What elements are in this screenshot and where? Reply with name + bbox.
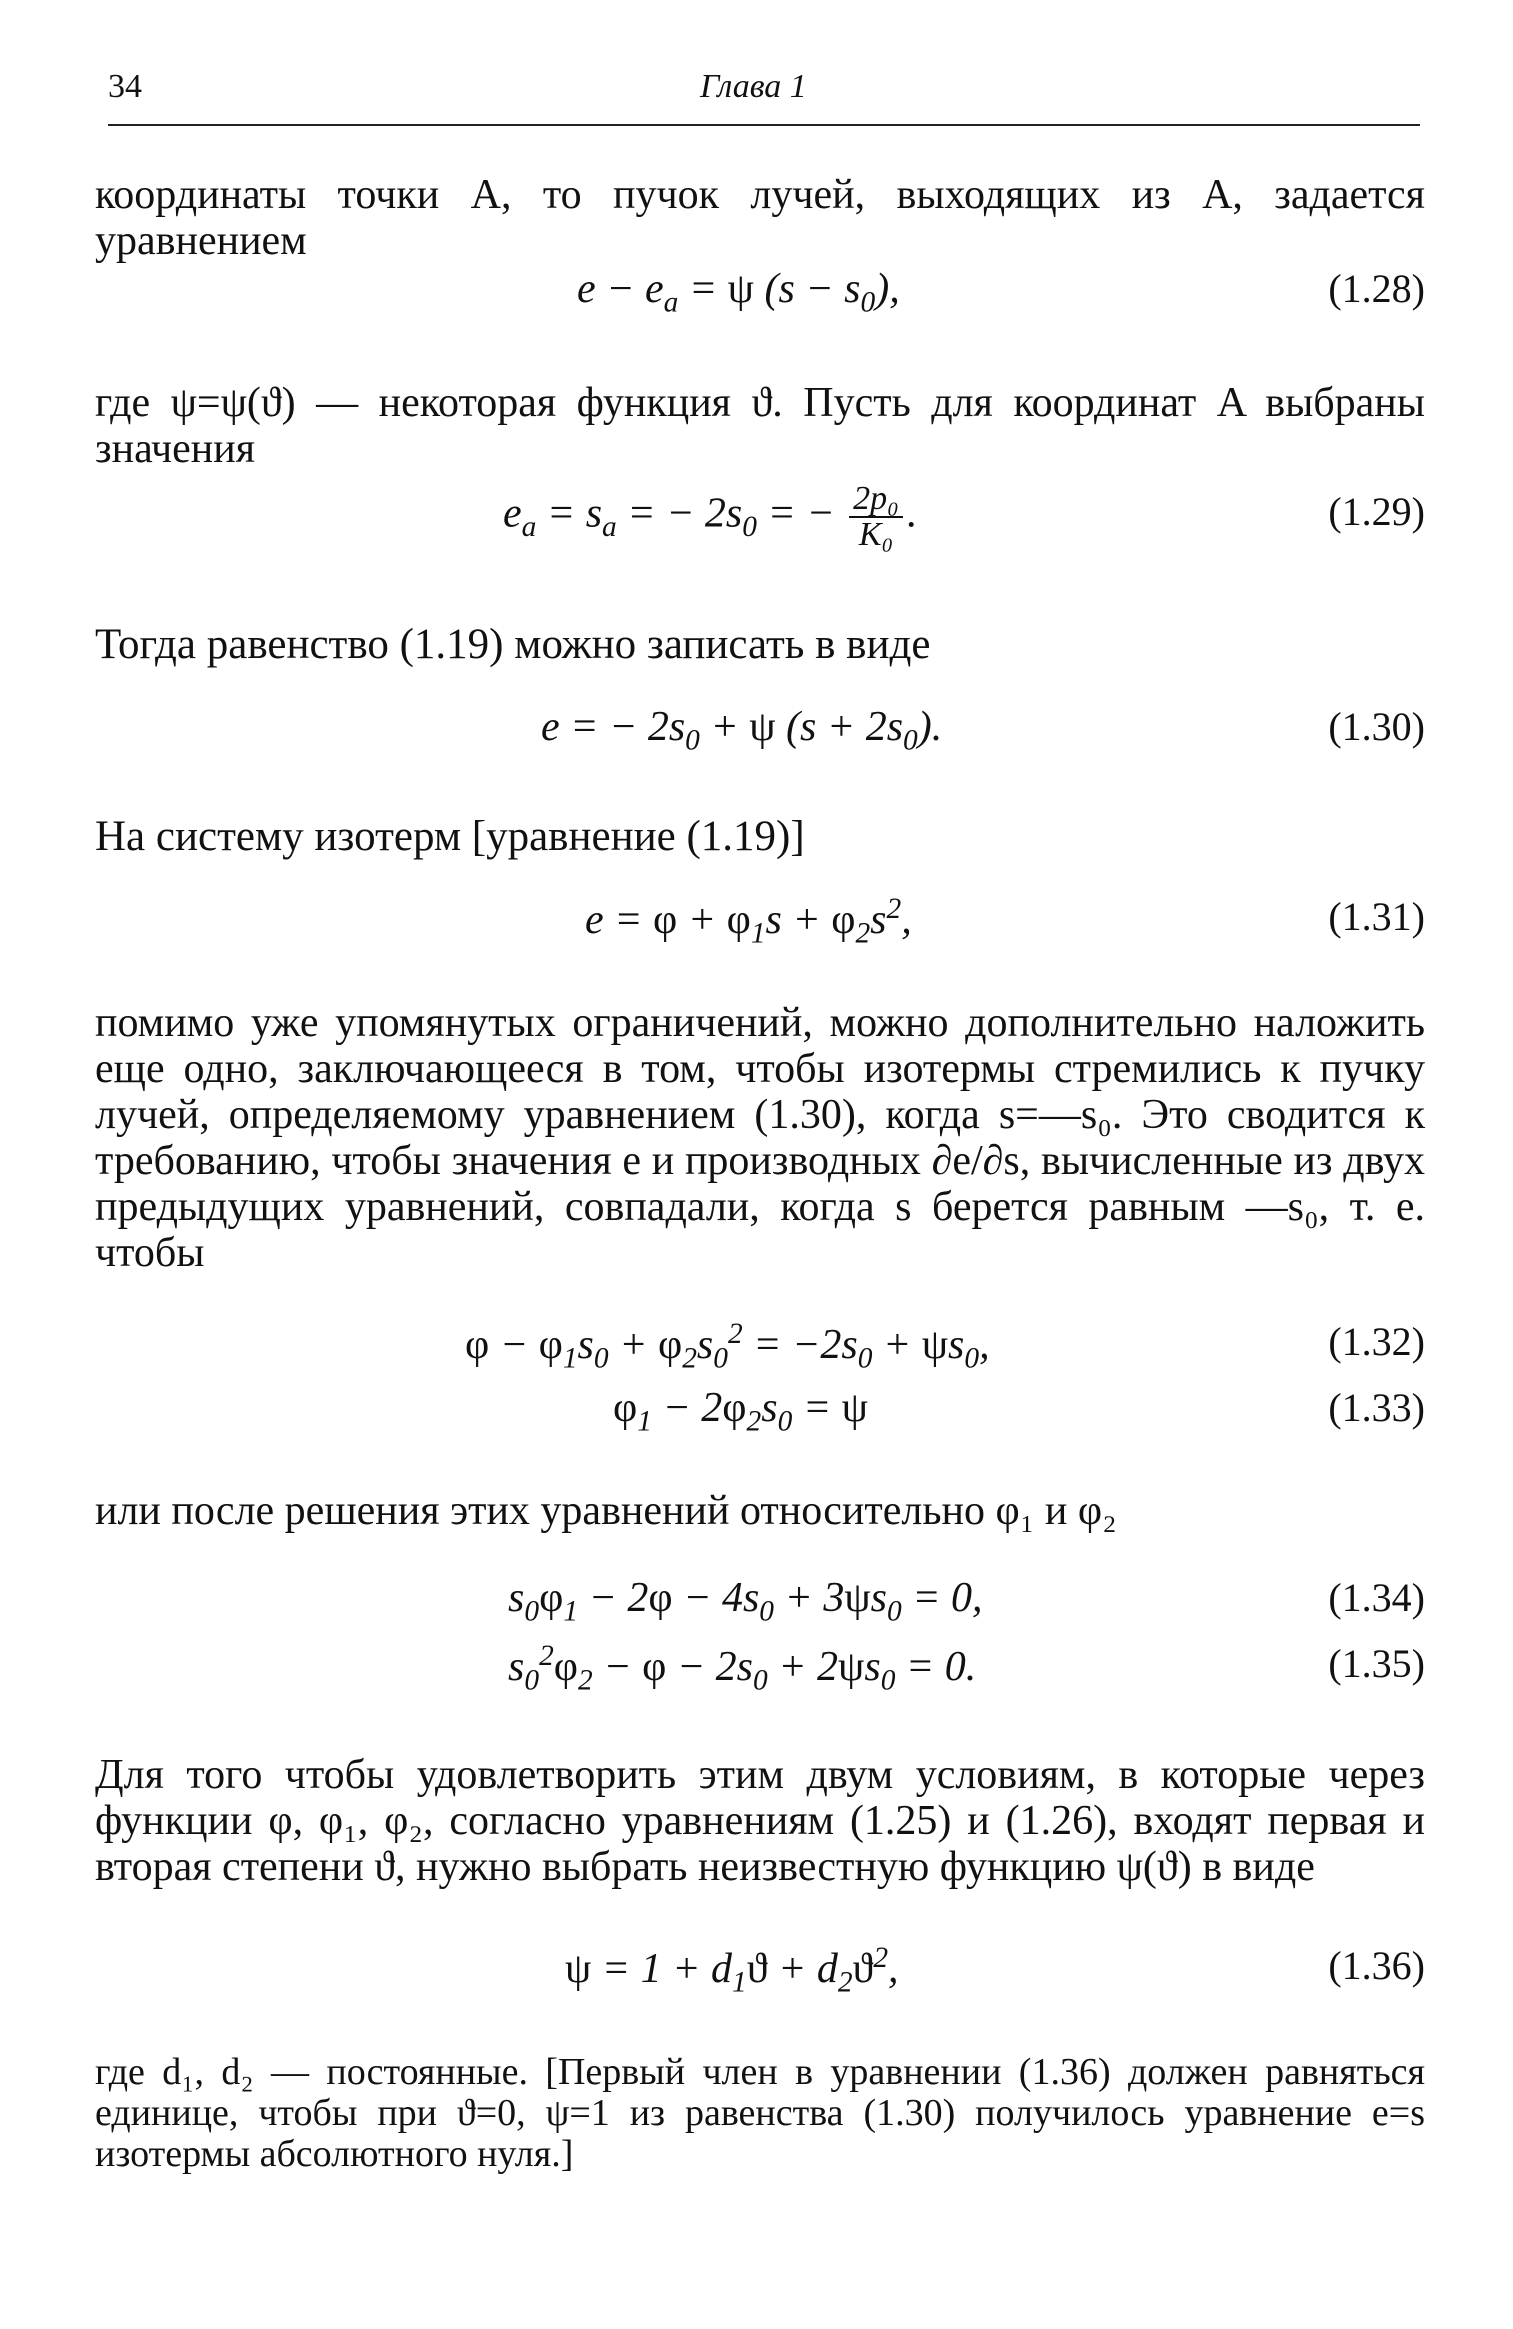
page-number: 34 — [108, 68, 142, 105]
equation-number: (1.29) — [1328, 489, 1425, 534]
paragraph-3: Тогда равенство (1.19) можно записать в виде — [95, 621, 931, 668]
equation-number: (1.36) — [1328, 1943, 1425, 1988]
paragraph-4: На систему изотерм [уравнение (1.19)] — [95, 813, 805, 860]
paragraph-2: где ψ=ψ(ϑ) — некоторая функция ϑ. Пусть для координат A выбраны значения — [95, 380, 1425, 472]
paragraph-7: Для того чтобы удовлетворить этим двум условиям, в которые через функции φ, φ₁, φ₂, согласно уравнениям (1.25) и (1.26), входят первая и вторая степени ϑ, нужно выбрать неизвестную функцию ψ(ϑ) в виде — [95, 1752, 1425, 1890]
paragraph-5: помимо уже упомянутых ограничений, можно дополнительно наложить еще одно, заключающееся в том, чтобы изотермы стремились к пучку лучей, определяемому уравнением (1.30), когда s=—s₀. Это сводится к требованию, чтобы значения e и производных ∂e/∂s, вычисленные из двух предыдущих уравнений, совпадали, когда s берется равным —s₀, т. е. чтобы — [95, 1000, 1425, 1276]
equation-1-35: $s_0^2\varphi_2 - \varphi - 2s_0 + 2\psi s_0 = 0$. (1.35) — [508, 1640, 1425, 1697]
equation-number: (1.32) — [1328, 1319, 1425, 1364]
header-rule — [108, 124, 1420, 126]
equation-1-36: $\psi = 1 + d_1ϑ + d_2ϑ^2$, (1.36) — [565, 1942, 1425, 1999]
equation-1-29: $e_a = s_a$ = − $2s_0$ = − $\frac{\text{2p₀}}{\text{K₀}}$ . (1.29) — [503, 480, 1425, 553]
paragraph-6: или после решения этих уравнений относительно φ₁ и φ₂ — [95, 1488, 1117, 1534]
paragraph-1: координаты точки A, то пучок лучей, выходящих из A, задается уравнением — [95, 172, 1425, 264]
chapter-header: Глава 1 — [700, 68, 807, 105]
equation-1-31: $e = \varphi + \varphi_1s + \varphi_2s^2$, (1.31) — [585, 893, 1425, 950]
equation-number: (1.31) — [1328, 894, 1425, 939]
equation-number: (1.33) — [1328, 1385, 1425, 1430]
equation-1-32: $\varphi - \varphi_1s_0 + \varphi_2s_0^2 = -2s_0 + \psi s_0$, (1.32) — [465, 1318, 1425, 1375]
equation-1-28: $e - e_a = \psi$ $(s - s_0)$, (1.28) — [577, 266, 1425, 319]
fraction: $\frac{\text{2p₀}}{\text{K₀}}$ — [849, 482, 903, 552]
equation-number: (1.30) — [1328, 704, 1425, 749]
paragraph-8: где d₁, d₂ — постоянные. [Первый член в уравнении (1.36) должен равняться единице, чтобы при ϑ=0, ψ=1 из равенства (1.30) получилось уравнение e=s изотермы абсолютного нуля.] — [95, 2051, 1425, 2175]
equation-number: (1.34) — [1328, 1575, 1425, 1620]
equation-1-30: e = − $2s_0 + \psi$ $(s + 2s_0)$. (1.30) — [541, 704, 1425, 757]
equation-1-33: $\varphi_1 - 2\varphi_2s_0 = \psi$ (1.33) — [613, 1385, 1425, 1438]
equation-number: (1.35) — [1328, 1641, 1425, 1686]
equation-number: (1.28) — [1328, 266, 1425, 311]
equation-1-34: $s_0\varphi_1 - 2\varphi - 4s_0 + 3\psi s_0 = 0$, (1.34) — [508, 1575, 1425, 1628]
